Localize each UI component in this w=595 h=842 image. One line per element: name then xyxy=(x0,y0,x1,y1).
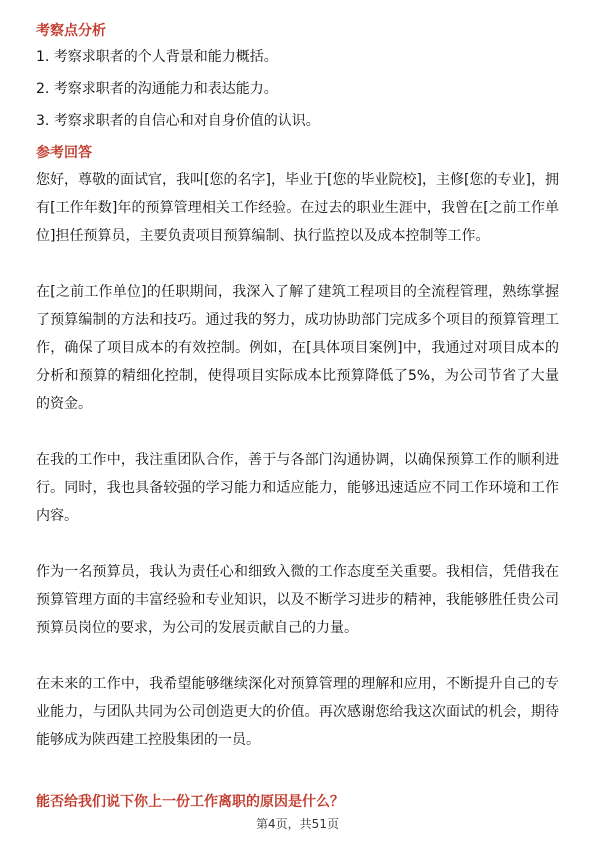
next-question-heading: 能否给我们说下你上一份工作离职的原因是什么？ xyxy=(36,794,344,810)
answer-paragraph: 在我的工作中，我注重团队合作，善于与各部门沟通协调，以确保预算工作的顺利进行。同时，我也具备较强的学习能力和适应能力，能够迅速适应不同工作环境和工作内容。 xyxy=(36,452,559,524)
page-number: 第4页，共51页 xyxy=(256,817,339,831)
section-heading-answer: 参考回答 xyxy=(36,145,92,161)
document-body xyxy=(36,20,559,782)
answer-paragraph: 在[之前工作单位]的任职期间，我深入了解了建筑工程项目的全流程管理，熟练掌握了预算编制的方法和技巧。通过我的努力，成功协助部门完成多个项目的预算管理工作，确保了项目成本的有效控制。例如，在[具体项目案例]中，我通过对项目成本的分析和预算的精细化控制，使得项目实际成本比预算降低了5%，为公司节省了大量的资金。 xyxy=(36,284,559,412)
answer-paragraph: 您好，尊敬的面试官，我叫[您的名字]，毕业于[您的毕业院校]，主修[您的专业]，拥有[工作年数]年的预算管理相关工作经验。在过去的职业生涯中，我曾在[之前工作单位]担任预算员，主要负责项目预算编制、执行监控以及成本控制等工作。 xyxy=(36,172,559,244)
analysis-item: 2. 考察求职者的沟通能力和表达能力。 xyxy=(36,81,278,97)
answer-paragraph: 作为一名预算员，我认为责任心和细致入微的工作态度至关重要。我相信，凭借我在预算管理方面的丰富经验和专业知识，以及不断学习进步的精神，我能够胜任贵公司预算员岗位的要求，为公司的发展贡献自己的力量。 xyxy=(36,564,559,636)
analysis-item: 1. 考察求职者的个人背景和能力概括。 xyxy=(36,49,278,65)
answer-paragraph: 在未来的工作中，我希望能够继续深化对预算管理的理解和应用，不断提升自己的专业能力，与团队共同为公司创造更大的价值。再次感谢您给我这次面试的机会，期待能够成为陕西建工控股集团的一员。 xyxy=(36,676,559,748)
analysis-item: 3. 考察求职者的自信心和对自身价值的认识。 xyxy=(36,113,320,129)
section-heading-analysis: 考察点分析 xyxy=(36,23,106,39)
